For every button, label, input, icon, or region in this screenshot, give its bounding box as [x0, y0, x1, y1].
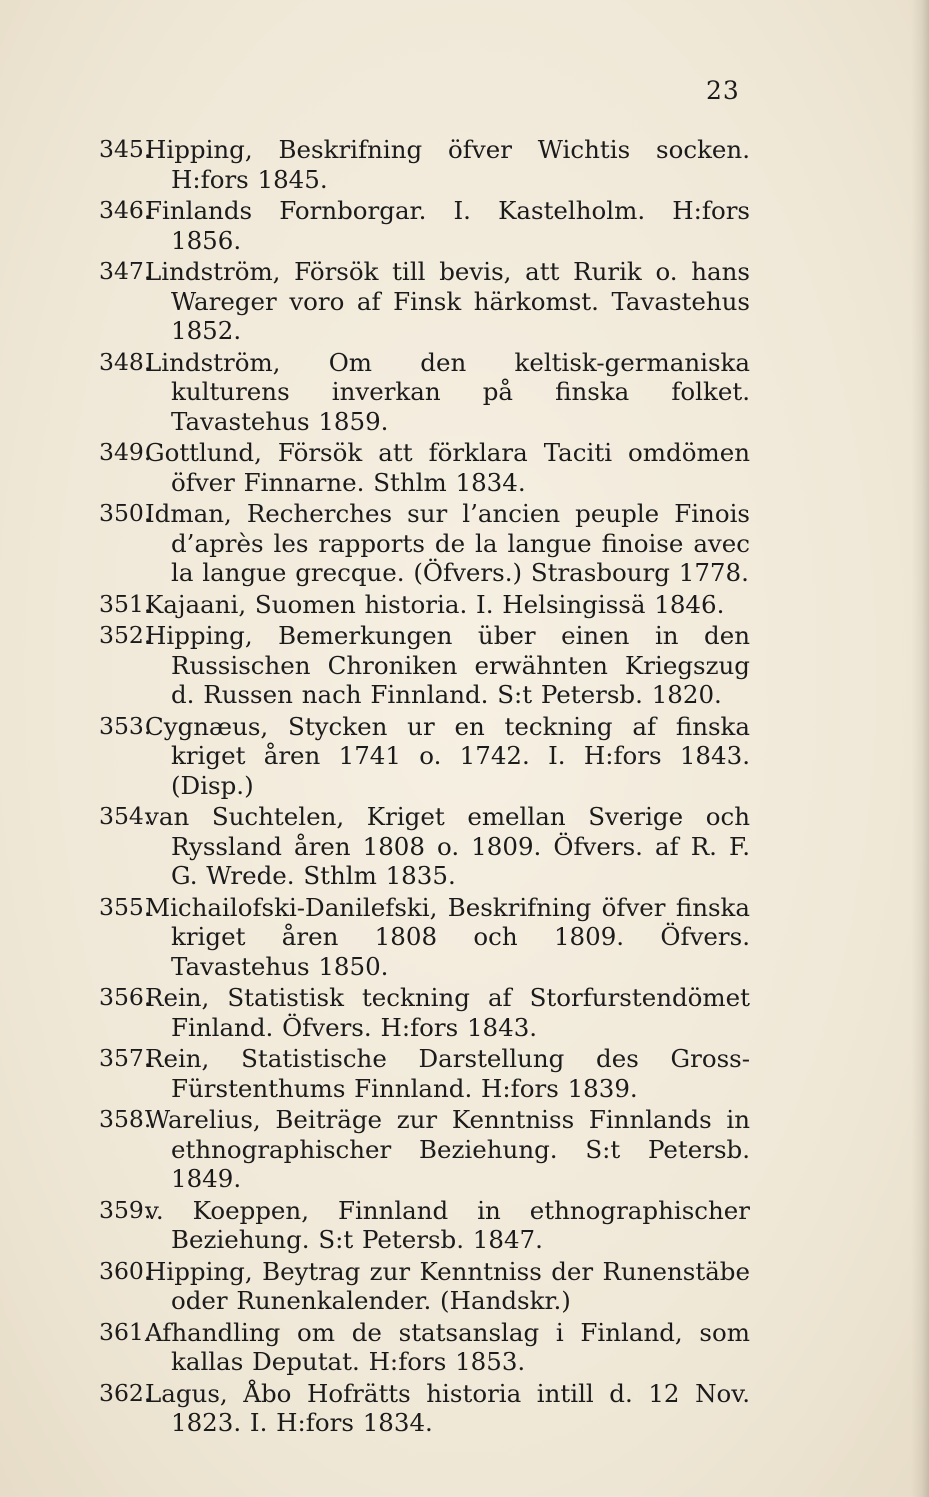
page-number: 23	[706, 76, 740, 105]
entry-number: 354.	[99, 802, 152, 830]
entry-number: 356.	[99, 983, 152, 1011]
entry-number: 359.	[99, 1195, 152, 1224]
entry-text: Hipping, Beytrag zur Kenntniss der Runenstäbe oder Runenkalender. (Handskr.)	[145, 1256, 750, 1315]
entry-number: 347.	[99, 257, 152, 285]
bibliography-entry	[0, 348, 929, 437]
bibliography-entry	[0, 1044, 929, 1103]
bibliography-entry	[0, 438, 929, 497]
entry-text: Finlands Fornborgar. I. Kastelholm. H:fors 1856.	[145, 196, 750, 255]
entry-text: Idman, Recherches sur l’ancien peuple Finois d’après les rapports de la langue finoise avec la langue grecque. (Öfvers.) Strasbourg 1778.	[145, 499, 750, 587]
entry-number: 353.	[99, 711, 152, 740]
entry-number: 362.	[99, 1378, 152, 1407]
entry-text: Afhandling om de statsanslag i Finland, som kallas Deputat. H:fors 1853.	[145, 1317, 750, 1376]
bibliography-entry	[0, 257, 929, 346]
entry-text: Kajaani, Suomen historia. I. Helsingissä 1846.	[145, 589, 725, 619]
entry-text: van Suchtelen, Kriget emellan Sverige och Ryssland åren 1808 o. 1809. Öfvers. af R. F. G. Wrede. Sthlm 1835.	[145, 802, 750, 890]
entry-number: 348.	[99, 347, 152, 376]
bibliography-list	[0, 135, 929, 1438]
entry-number: 346.	[99, 196, 152, 224]
bibliography-entry	[0, 1196, 929, 1255]
bibliography-entry	[0, 1379, 929, 1438]
bibliography-entry	[0, 1257, 929, 1316]
bibliography-entry	[0, 135, 929, 194]
entry-text: Lindström, Försök till bevis, att Rurik o. hans Wareger voro af Finsk härkomst. Tavastehus 1852.	[145, 257, 750, 345]
entry-number: 355.	[99, 892, 152, 921]
entry-number: 351.	[99, 589, 152, 618]
bibliography-entry	[0, 712, 929, 801]
bibliography-entry	[0, 499, 929, 588]
entry-text: Warelius, Beiträge zur Kenntniss Finnlands in ethnographischer Beziehung. S:t Petersb. 1849.	[145, 1105, 750, 1193]
bibliography-entry	[0, 893, 929, 982]
bibliography-entry	[0, 983, 929, 1042]
entry-text: Hipping, Beskrifning öfver Wichtis socken. H:fors 1845.	[145, 135, 750, 194]
bibliography-entry	[0, 590, 929, 620]
entry-number: 352.	[99, 621, 152, 649]
entry-text: Lindström, Om den keltisk-germaniska kulturens inverkan på finska folket. Tavastehus 1859.	[145, 347, 750, 436]
entry-text: Cygnæus, Stycken ur en teckning af finska kriget åren 1741 o. 1742. I. H:fors 1843. (Disp.)	[145, 711, 750, 800]
entry-number: 361.	[99, 1317, 152, 1346]
entry-text: Hipping, Bemerkungen über einen in den Russischen Chroniken erwähnten Kriegszug d. Russen nach Finnland. S:t Petersb. 1820.	[145, 621, 750, 709]
entry-text: Rein, Statistisk teckning af Storfurstendömet Finland. Öfvers. H:fors 1843.	[145, 983, 750, 1042]
entry-text: v. Koeppen, Finnland in ethnographischer Beziehung. S:t Petersb. 1847.	[145, 1195, 750, 1254]
bibliography-entry	[0, 621, 929, 710]
entry-number: 349.	[99, 438, 152, 466]
bibliography-entry	[0, 1105, 929, 1194]
entry-number: 357.	[99, 1044, 152, 1072]
entry-number: 360.	[99, 1256, 152, 1285]
bibliography-entry	[0, 1318, 929, 1377]
bibliography-entry	[0, 196, 929, 255]
bibliography-entry	[0, 802, 929, 891]
entry-text: Lagus, Åbo Hofrätts historia intill d. 12 Nov. 1823. I. H:fors 1834.	[145, 1378, 750, 1437]
entry-text: Gottlund, Försök att förklara Taciti omdömen öfver Finnarne. Sthlm 1834.	[145, 438, 750, 497]
entry-text: Rein, Statistische Darstellung des Gross-Fürstenthums Finnland. H:fors 1839.	[145, 1044, 750, 1103]
entry-number: 358.	[99, 1105, 152, 1133]
entry-text: Michailofski-Danilefski, Beskrifning öfver finska kriget åren 1808 och 1809. Öfvers. Tavastehus 1850.	[145, 892, 750, 981]
entry-number: 350.	[99, 499, 152, 527]
entry-number: 345.	[99, 135, 152, 163]
